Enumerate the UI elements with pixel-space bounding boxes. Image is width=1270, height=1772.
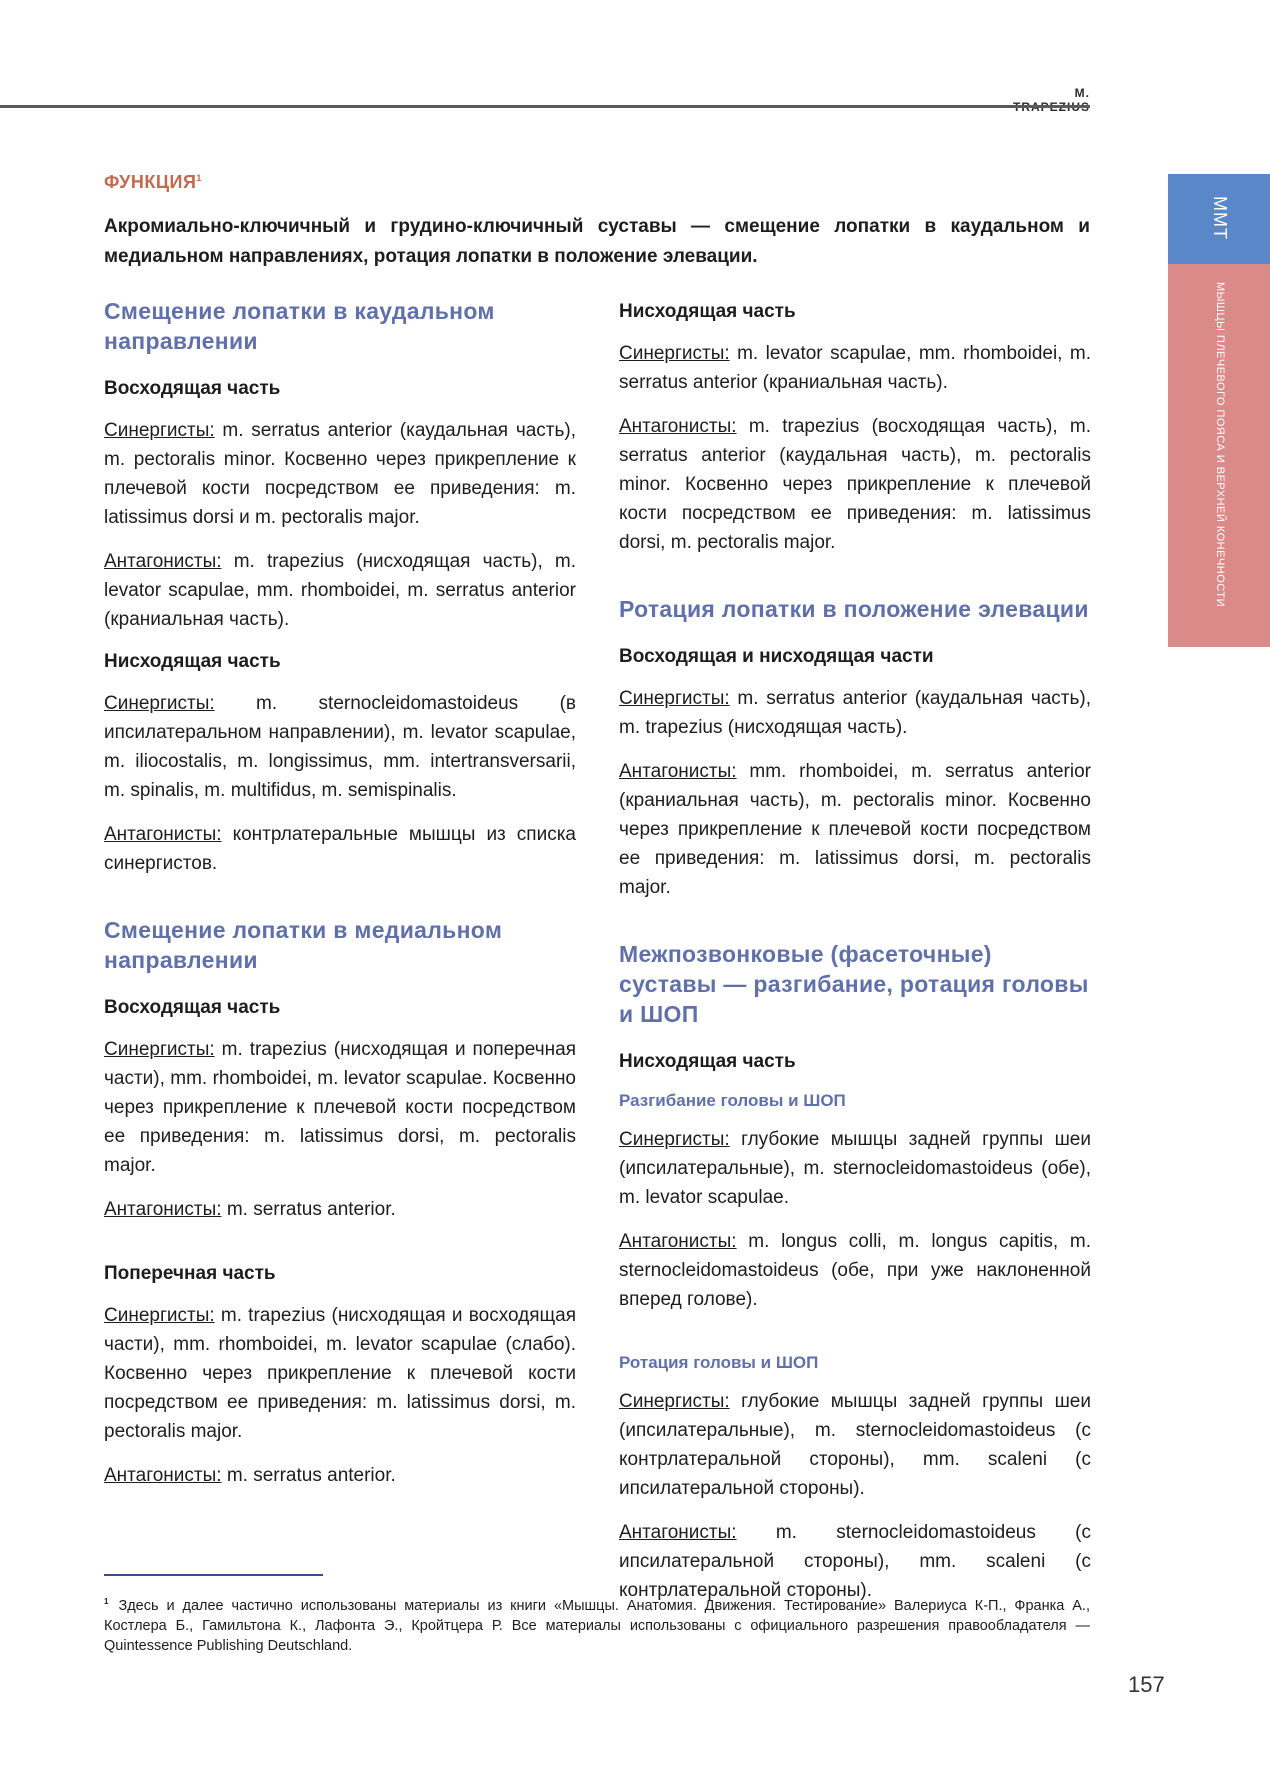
syn-text: m. trapezius (нисходящая и восходящая части), mm. rhomboidei, m. levator scapulae (слабо). Косвенно через прикрепление к плечевой кости посредством ее приведения: m. latissimus dorsi, m. pectoralis major. <box>104 1305 576 1442</box>
header-rule <box>0 105 1090 108</box>
footnote <box>104 1592 1090 1656</box>
ant-label: Антагонисты: <box>104 551 222 572</box>
syn-text: m. levator scapulae, mm. rhomboidei, m. serratus anterior (краниальная часть). <box>619 343 1091 393</box>
ant-label: Антагонисты: <box>619 1231 737 1252</box>
facet-rot-syn <box>619 1387 1091 1503</box>
medial-trans-ant <box>104 1461 576 1490</box>
medial-asc-ant <box>104 1195 576 1224</box>
footnote-text: Здесь и далее частично использованы материалы из книги «Мышцы. Анатомия. Движения. Тестирование» Валериуса К-П., Франка А., Костлера Б., Гамильтона К., Лафонта Э., Кройтцера Р. Все материалы использованы с официального разрешения правообладателя — Quintessence Publishing Deutschland. <box>104 1597 1090 1654</box>
ant-text: m. serratus anterior. <box>221 1199 396 1220</box>
left-column <box>104 296 576 1505</box>
facet-ext-title: Разгибание головы и ШОП <box>619 1091 846 1110</box>
medial-trans-title: Поперечная часть <box>104 1263 276 1284</box>
caudal-asc-syn <box>104 416 576 532</box>
syn-label: Синергисты: <box>104 693 215 714</box>
syn-label: Синергисты: <box>619 1391 730 1412</box>
syn-label: Синергисты: <box>104 420 215 441</box>
caudal-heading: Смещение лопатки в каудальном направлении <box>104 298 495 354</box>
footnote-mark: 1 <box>104 1597 109 1606</box>
syn-label: Синергисты: <box>104 1039 215 1060</box>
rotation-syn <box>619 684 1091 742</box>
section-tab-title-label: МЫШЦЫ ПЛЕЧЕВОГО ПОЯСА И ВЕРХНЕЙ КОНЕЧНОСТИ <box>1214 282 1226 607</box>
right-desc-syn <box>619 339 1091 397</box>
section-tab-abbr <box>1168 174 1270 264</box>
syn-label: Синергисты: <box>619 688 730 709</box>
ant-label: Антагонисты: <box>104 824 222 845</box>
ant-text: контрлатеральные мышцы из списка синергистов. <box>104 824 576 874</box>
facet-rot-title: Ротация головы и ШОП <box>619 1353 819 1372</box>
running-title: M. <box>1074 86 1090 100</box>
section-tab-title <box>1168 264 1270 647</box>
syn-text: m. serratus anterior (каудальная часть), m. pectoralis minor. Косвенно через прикрепление к плечевой кости посредством ее приведения: m. latissimus dorsi и m. pectoralis major. <box>104 420 576 528</box>
ant-text: mm. rhomboidei, m. serratus anterior (краниальная часть), m. pectoralis minor. Косвенно через прикрепление к плечевой кости посредством ее приведения: m. latissimus dorsi, m. pectoralis major. <box>619 761 1091 898</box>
medial-asc-syn <box>104 1035 576 1180</box>
right-desc-title: Нисходящая часть <box>619 301 796 322</box>
function-footnote-mark: 1 <box>196 173 202 183</box>
rotation-heading: Ротация лопатки в положение элевации <box>619 596 1089 622</box>
caudal-asc-ant <box>104 547 576 634</box>
caudal-desc-syn <box>104 689 576 805</box>
facet-ext-syn <box>619 1125 1091 1212</box>
ant-text: m. serratus anterior. <box>221 1465 396 1486</box>
function-title: ФУНКЦИЯ <box>104 172 197 192</box>
facet-ext-ant <box>619 1227 1091 1314</box>
syn-text: глубокие мышцы задней группы шеи (ипсилатеральные), m. sternocleidomastoideus (с контрлатеральной стороны), mm. scaleni (с ипсилатеральной стороны). <box>619 1391 1091 1499</box>
page-number: 157 <box>1128 1672 1165 1697</box>
function-lead: Акромиально-ключичный и грудино-ключичный суставы — смещение лопатки в каудальном и медиальном направлениях, ротация лопатки в положение элевации. <box>104 216 1090 267</box>
ant-label: Антагонисты: <box>619 416 737 437</box>
medial-trans-syn <box>104 1301 576 1446</box>
ant-text: m. trapezius (нисходящая часть), m. levator scapulae, mm. rhomboidei, m. serratus anterior (краниальная часть). <box>104 551 576 630</box>
syn-text: m. sternocleidomastoideus (в ипсилатеральном направлении), m. levator scapulae, m. iliocostalis, m. longissimus, mm. intertransversarii, m. spinalis, m. multifidus, m. semispinalis. <box>104 693 576 801</box>
caudal-desc-title: Нисходящая часть <box>104 651 281 672</box>
ant-label: Антагонисты: <box>619 761 737 782</box>
syn-text: глубокие мышцы задней группы шеи (ипсилатеральные), m. sternocleidomastoideus (обе), m. levator scapulae. <box>619 1129 1091 1208</box>
ant-label: Антагонисты: <box>104 1199 222 1220</box>
rotation-sub: Восходящая и нисходящая части <box>619 646 934 667</box>
rotation-ant <box>619 757 1091 902</box>
section-tab-abbr-label: ММТ <box>1210 196 1230 240</box>
ant-text: m. sternocleidomastoideus (с ипсилатеральной стороны), mm. scaleni (с контрлатеральной стороны). <box>619 1522 1091 1601</box>
syn-text: m. trapezius (нисходящая и поперечная части), mm. rhomboidei, m. levator scapulae. Косвенно через прикрепление к плечевой кости посредством ее приведения: m. latissimus dorsi, m. pectoralis major. <box>104 1039 576 1176</box>
footnote-rule <box>104 1574 323 1576</box>
function-heading <box>104 172 202 193</box>
syn-label: Синергисты: <box>104 1305 215 1326</box>
ant-text: m. trapezius (восходящая часть), m. serratus anterior (каудальная часть), m. pectoralis minor. Косвенно через прикрепление к плечевой кости посредством ее приведения: m. latissimus dorsi, m. pectoralis major. <box>619 416 1091 553</box>
right-desc-ant <box>619 412 1091 557</box>
medial-heading: Смещение лопатки в медиальном направлении <box>104 917 503 973</box>
ant-text: m. longus colli, m. longus capitis, m. sternocleidomastoideus (обе, при уже наклоненной вперед голове). <box>619 1231 1091 1310</box>
facet-sub: Нисходящая часть <box>619 1051 796 1072</box>
medial-asc-title: Восходящая часть <box>104 997 281 1018</box>
right-column <box>619 299 1091 1620</box>
syn-label: Синергисты: <box>619 1129 730 1150</box>
syn-label: Синергисты: <box>619 343 730 364</box>
facet-heading: Межпозвонковые (фасеточные) суставы — разгибание, ротация головы и ШОП <box>619 941 1089 1027</box>
caudal-asc-title: Восходящая часть <box>104 378 281 399</box>
ant-label: Антагонисты: <box>619 1522 737 1543</box>
caudal-desc-ant <box>104 820 576 878</box>
syn-text: m. serratus anterior (каудальная часть), m. trapezius (нисходящая часть). <box>619 688 1091 738</box>
ant-label: Антагонисты: <box>104 1465 222 1486</box>
